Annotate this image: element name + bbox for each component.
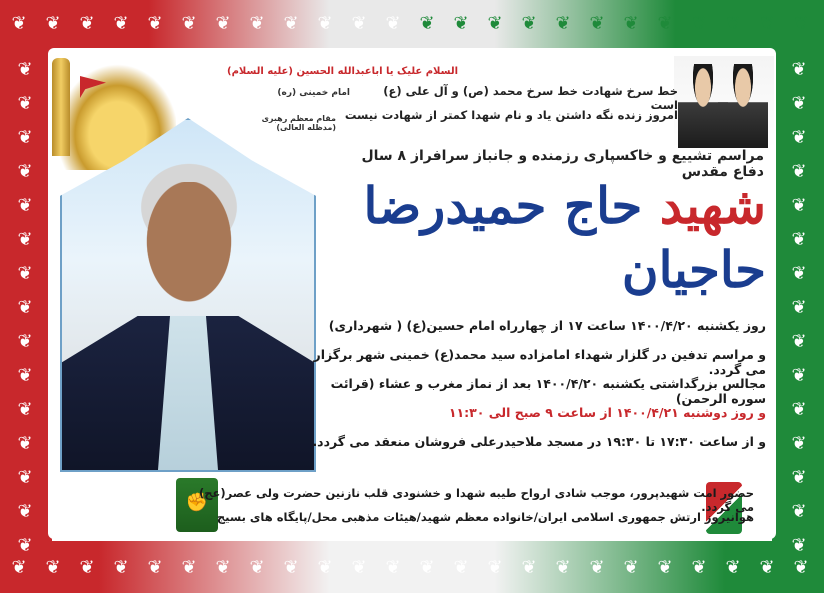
tulip-icon: ❦ bbox=[17, 263, 33, 284]
tulip-icon: ❦ bbox=[17, 229, 33, 250]
martyr-full-name: حاج حمیدرضا حاجیان bbox=[363, 176, 766, 299]
tulip-icon: ❦ bbox=[113, 557, 129, 578]
quote-line-2-text: امروز زنده نگه داشتن یاد و نام شهدا کمتر از شهادت نیست bbox=[344, 108, 678, 122]
tulip-icon: ❦ bbox=[791, 195, 807, 216]
tulip-icon: ❦ bbox=[725, 13, 741, 34]
tulip-icon: ❦ bbox=[351, 557, 367, 578]
tulip-icon: ❦ bbox=[791, 263, 807, 284]
tulip-icon: ❦ bbox=[17, 467, 33, 488]
tulip-icon: ❦ bbox=[17, 535, 33, 556]
tulip-icon: ❦ bbox=[215, 13, 231, 34]
tulip-icon: ❦ bbox=[181, 557, 197, 578]
tulip-icon: ❦ bbox=[657, 13, 673, 34]
footer-line-2: هوانیروز ارتش جمهوری اسلامی ایران/خانواده معظم شهید/هیئات مذهبی محل/پایگاه های بسیج bbox=[216, 510, 754, 524]
tulip-icon: ❦ bbox=[385, 557, 401, 578]
tulip-icon: ❦ bbox=[453, 13, 469, 34]
martyr-name bbox=[346, 174, 766, 302]
tulip-icon: ❦ bbox=[249, 557, 265, 578]
tulip-icon: ❦ bbox=[487, 557, 503, 578]
tulip-icon: ❦ bbox=[791, 501, 807, 522]
tulip-icon: ❦ bbox=[453, 557, 469, 578]
detail-line-1: روز یکشنبه ۱۴۰۰/۴/۲۰ ساعت ۱۷ از چهارراه امام حسین(ع) ( شهرداری) bbox=[328, 318, 766, 333]
tulip-icon: ❦ bbox=[623, 13, 639, 34]
quote-line-1-attrib: امام خمینی (ره) bbox=[277, 88, 350, 98]
tulip-icon: ❦ bbox=[79, 13, 95, 34]
tulip-icon: ❦ bbox=[555, 557, 571, 578]
tulip-icon: ❦ bbox=[691, 557, 707, 578]
tulip-icon: ❦ bbox=[11, 13, 27, 34]
tulip-icon: ❦ bbox=[791, 365, 807, 386]
tulip-icon: ❦ bbox=[791, 433, 807, 454]
tulip-icon: ❦ bbox=[17, 501, 33, 522]
tulip-icon: ❦ bbox=[283, 13, 299, 34]
tulip-icon: ❦ bbox=[147, 557, 163, 578]
detail-line-2: و مراسم تدفین در گلزار شهداء امامزاده سید محمد(ع) خمینی شهر برگزار می گردد. bbox=[313, 347, 766, 377]
tulip-icon: ❦ bbox=[791, 399, 807, 420]
tulip-icon: ❦ bbox=[45, 13, 61, 34]
tulip-icon: ❦ bbox=[17, 331, 33, 352]
tulip-icon: ❦ bbox=[17, 433, 33, 454]
tulip-icon: ❦ bbox=[249, 13, 265, 34]
quote-line-2-attrib: مقام معظم رهبری (مدظله العالی) bbox=[261, 114, 336, 132]
quote-line-2 bbox=[338, 108, 678, 122]
tulip-icon: ❦ bbox=[791, 93, 807, 114]
tulip-icon: ❦ bbox=[317, 557, 333, 578]
tulip-icon: ❦ bbox=[657, 557, 673, 578]
tulip-icon: ❦ bbox=[147, 13, 163, 34]
tulip-icon: ❦ bbox=[791, 127, 807, 148]
detail-line-3: مجالس بزرگداشتی یکشنبه ۱۴۰۰/۴/۲۰ بعد از نماز مغرب و عشاء (قرائت سوره الرحمن) bbox=[330, 376, 766, 406]
tulip-icon: ❦ bbox=[793, 557, 809, 578]
tulip-icon: ❦ bbox=[17, 161, 33, 182]
tulip-icon: ❦ bbox=[487, 13, 503, 34]
tulip-icon: ❦ bbox=[791, 161, 807, 182]
tulip-icon: ❦ bbox=[45, 557, 61, 578]
tulip-icon: ❦ bbox=[793, 13, 809, 34]
tulip-icon: ❦ bbox=[555, 13, 571, 34]
tulip-icon: ❦ bbox=[589, 557, 605, 578]
salutation: السلام علیک یا اباعبدالله الحسین (علیه السلام) bbox=[227, 66, 458, 77]
tulip-icon: ❦ bbox=[419, 557, 435, 578]
tulip-icon: ❦ bbox=[791, 331, 807, 352]
minaret-image bbox=[52, 58, 70, 156]
tulip-icon: ❦ bbox=[691, 13, 707, 34]
ceremony-title: مراسم تشییع و خاکسپاری رزمنده و جانباز سرافراز ۸ سال دفاع مقدس bbox=[361, 148, 764, 180]
tulip-icon: ❦ bbox=[791, 229, 807, 250]
tulip-icon: ❦ bbox=[17, 93, 33, 114]
tulip-icon: ❦ bbox=[589, 13, 605, 34]
tulip-icon: ❦ bbox=[17, 59, 33, 80]
tulip-icon: ❦ bbox=[17, 399, 33, 420]
leaders-portrait bbox=[674, 56, 774, 148]
tulip-icon: ❦ bbox=[351, 13, 367, 34]
tulip-icon: ❦ bbox=[791, 535, 807, 556]
tulip-icon: ❦ bbox=[419, 13, 435, 34]
leader-portrait-2 bbox=[718, 64, 768, 148]
tulip-icon: ❦ bbox=[17, 365, 33, 386]
tulip-icon: ❦ bbox=[521, 13, 537, 34]
tulip-icon: ❦ bbox=[17, 297, 33, 318]
tulip-icon: ❦ bbox=[79, 557, 95, 578]
detail-line-4: و روز دوشنبه ۱۴۰۰/۴/۲۱ از ساعت ۹ صبح الی ۱۱:۳۰ bbox=[448, 405, 766, 420]
tulip-icon: ❦ bbox=[317, 13, 333, 34]
detail-line-5: و از ساعت ۱۷:۳۰ تا ۱۹:۳۰ در مسجد ملاحیدرعلی فروشان منعقد می گردد. bbox=[312, 434, 766, 449]
tulip-icon: ❦ bbox=[215, 557, 231, 578]
tulip-icon: ❦ bbox=[11, 557, 27, 578]
tulip-icon: ❦ bbox=[385, 13, 401, 34]
tulip-icon: ❦ bbox=[17, 195, 33, 216]
tulip-icon: ❦ bbox=[759, 13, 775, 34]
tulip-icon: ❦ bbox=[791, 59, 807, 80]
footer-line-1: حضور امت شهیدپرور، موجب شادی ارواح طیبه شهدا و خشنودی قلب نازنین حضرت ولی عصر(عج) می گردد. bbox=[199, 486, 754, 514]
tulip-icon: ❦ bbox=[623, 557, 639, 578]
tulip-icon: ❦ bbox=[17, 127, 33, 148]
tulip-icon: ❦ bbox=[791, 467, 807, 488]
tulip-icon: ❦ bbox=[521, 557, 537, 578]
martyr-prefix: شهید bbox=[659, 176, 766, 235]
tulip-icon: ❦ bbox=[181, 13, 197, 34]
tulip-icon: ❦ bbox=[113, 13, 129, 34]
tulip-icon: ❦ bbox=[725, 557, 741, 578]
sepah-emblem-glyph: ✊ bbox=[185, 492, 209, 513]
tulip-icon: ❦ bbox=[791, 297, 807, 318]
tulip-icon: ❦ bbox=[283, 557, 299, 578]
quote-line-1-text: خط سرخ شهادت خط سرخ محمد (ص) و آل علی (ع) است bbox=[383, 84, 678, 112]
tulip-icon: ❦ bbox=[759, 557, 775, 578]
portrait-face bbox=[138, 182, 240, 314]
